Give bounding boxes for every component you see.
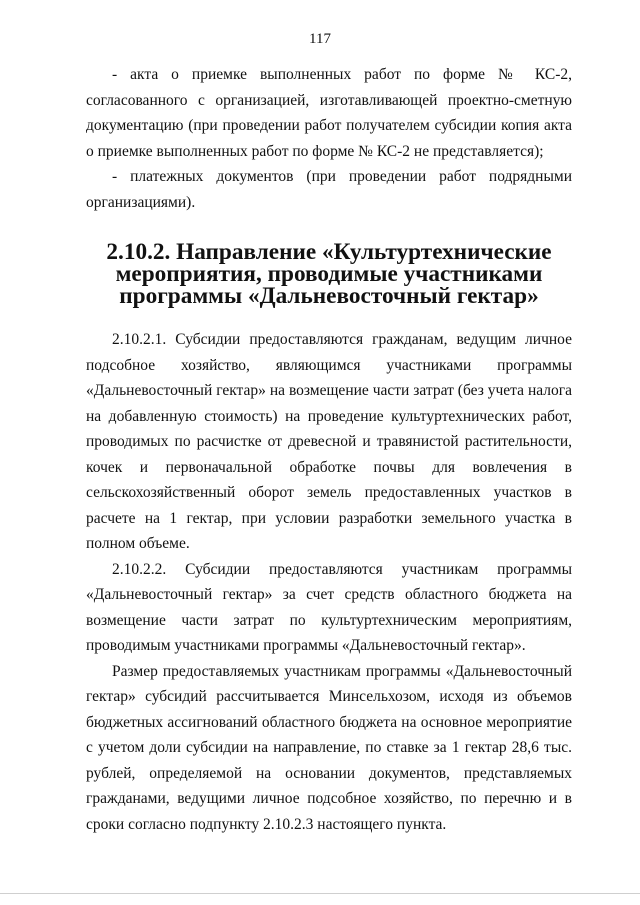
list-item-act-ks2: - акта о приемке выполненных работ по форме № КС-2, согласованного с организацией, изготавливающей проектно-сметную документацию (при проведении работ получателем субсидии копия акта о приемке выполненных работ по форме № КС-2 не представляется); xyxy=(86,66,572,160)
document-body xyxy=(86,62,572,837)
scan-edge-line xyxy=(0,893,640,894)
paragraph-2-10-2-2: 2.10.2.2. Субсидии предоставляются участникам программы «Дальневосточный гектар» за счет средств областного бюджета на возмещение части затрат по культуртехническим мероприятиям, проводимым участниками программы «Дальневосточный гектар». xyxy=(86,560,572,654)
section-heading: 2.10.2. Направление «Культуртехнические мероприятия, проводимые участниками программы «Дальневосточный гектар» xyxy=(106,239,552,309)
spacer xyxy=(86,307,572,327)
paragraph-2-10-2-1: 2.10.2.1. Субсидии предоставляются гражданам, ведущим личное подсобное хозяйство, являющимся участниками программы «Дальневосточный гектар» на возмещение части затрат (без учета налога на добавленную стоимость) на проведение культуртехнических работ, проводимых по расчистке от древесной и травянистой растительности, кочек и первоначальной обработке почвы для вовлечения в сельскохозяйственный оборот земель предоставленных участков в расчете на 1 гектар, при условии разработки земельного участка в полном объеме. xyxy=(86,331,572,552)
page-number: 117 xyxy=(309,31,331,47)
list-item-payment-documents: - платежных документов (при проведении работ подрядными организациями). xyxy=(86,168,572,211)
paragraph-subsidy-size: Размер предоставляемых участникам программы «Дальневосточный гектар» субсидий рассчитывается Минсельхозом, исходя из объемов бюджетных ассигнований областного бюджета на основное мероприятие с учетом доли субсидии на направление, по ставке за 1 гектар 28,6 тыс. рублей, определяемой на основании документов, представляемых гражданами, ведущими личное подсобное хозяйство, по перечню и в сроки согласно подпункту 2.10.2.3 настоящего пункта. xyxy=(86,662,572,833)
spacer xyxy=(86,215,572,241)
